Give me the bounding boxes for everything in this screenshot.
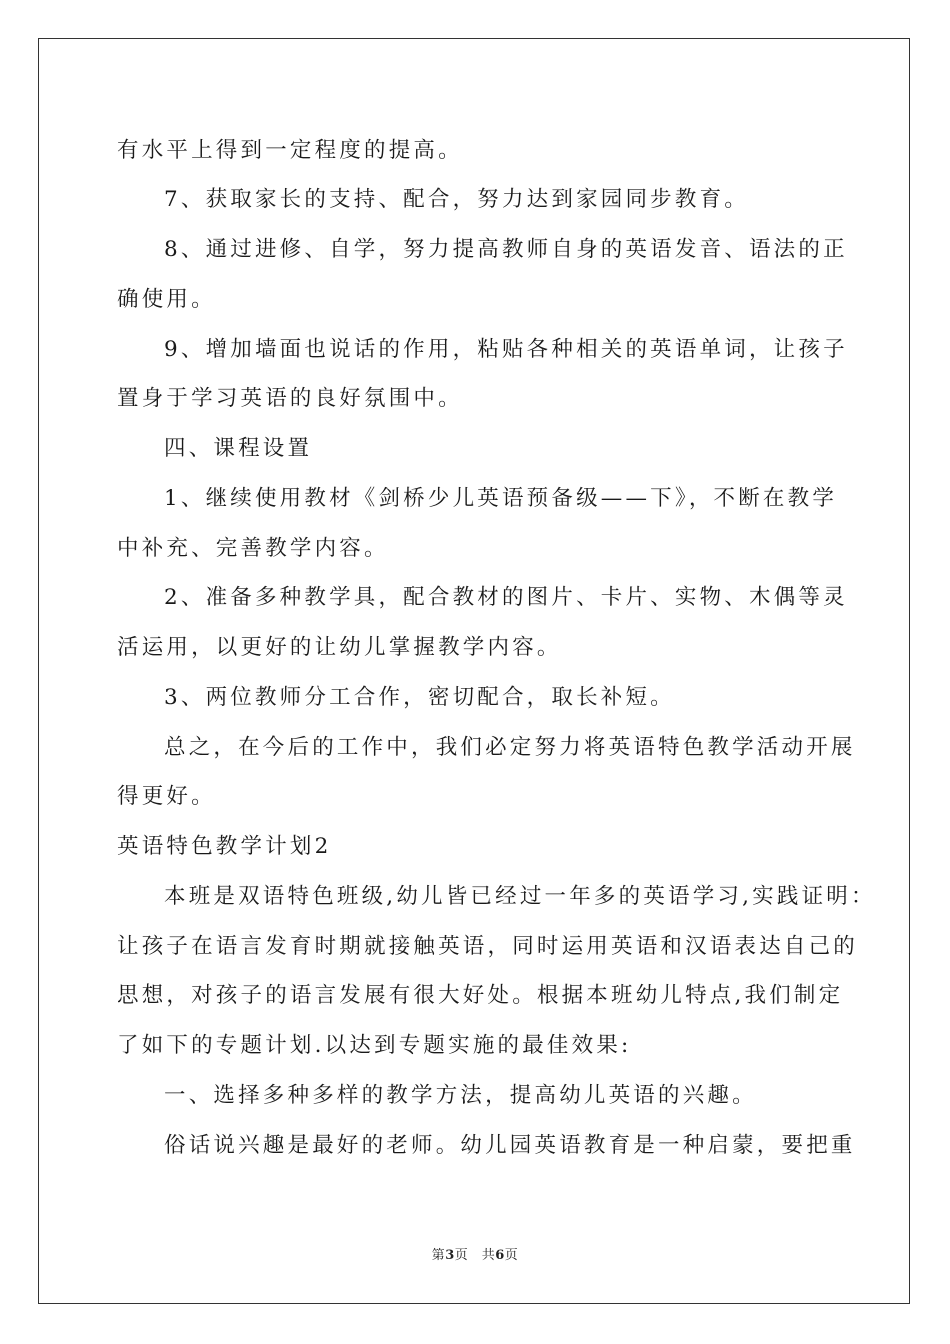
text-line: 总之，在今后的工作中，我们必定努力将英语特色教学活动开展 [164, 735, 856, 760]
text-line: 8、通过进修、自学，努力提高教师自身的英语发音、语法的正 [164, 237, 848, 262]
text-line: 中补充、完善教学内容。 [117, 536, 389, 561]
text-line: 俗话说兴趣是最好的老师。幼儿园英语教育是一种启蒙，要把重 [164, 1133, 856, 1158]
text-line: 2、准备多种教学具，配合教材的图片、卡片、实物、木偶等灵 [164, 585, 848, 610]
text-line: 思想，对孩子的语言发展有很大好处。根据本班幼儿特点,我们制定 [117, 983, 844, 1008]
text-line: 了如下的专题计划.以达到专题实施的最佳效果: [117, 1033, 632, 1058]
text-line: 1、继续使用教材《剑桥少儿英语预备级——下》，不断在教学 [164, 486, 838, 511]
text-line: 活运用，以更好的让幼儿掌握教学内容。 [117, 635, 562, 660]
text-line: 9、增加墙面也说话的作用，粘贴各种相关的英语单词，让孩子 [164, 337, 848, 362]
text-line: 3、两位教师分工合作，密切配合，取长补短。 [164, 685, 675, 710]
text-line: 本班是双语特色班级,幼儿皆已经过一年多的英语学习,实践证明： [164, 884, 876, 909]
document-title: 英语特色教学计划2 [117, 834, 332, 859]
page-border [38, 38, 910, 1304]
page-current: 3 [445, 1248, 455, 1263]
section-heading: 一、选择多种多样的教学方法，提高幼儿英语的兴趣。 [164, 1083, 757, 1108]
page-total: 6 [495, 1248, 505, 1263]
text-line: 得更好。 [117, 784, 216, 809]
page-prefix: 第 [431, 1248, 446, 1263]
text-line: 让孩子在语言发育时期就接触英语，同时运用英语和汉语表达自己的 [117, 934, 859, 959]
page-footer [0, 1244, 950, 1263]
section-heading: 四、课程设置 [164, 436, 313, 461]
text-line: 确使用。 [117, 287, 216, 312]
page-mid: 页 共 [454, 1248, 496, 1263]
text-line: 7、获取家长的支持、配合，努力达到家园同步教育。 [164, 187, 749, 212]
page-suffix: 页 [504, 1248, 519, 1263]
text-line: 有水平上得到一定程度的提高。 [117, 138, 463, 163]
text-line: 置身于学习英语的良好氛围中。 [117, 386, 463, 411]
